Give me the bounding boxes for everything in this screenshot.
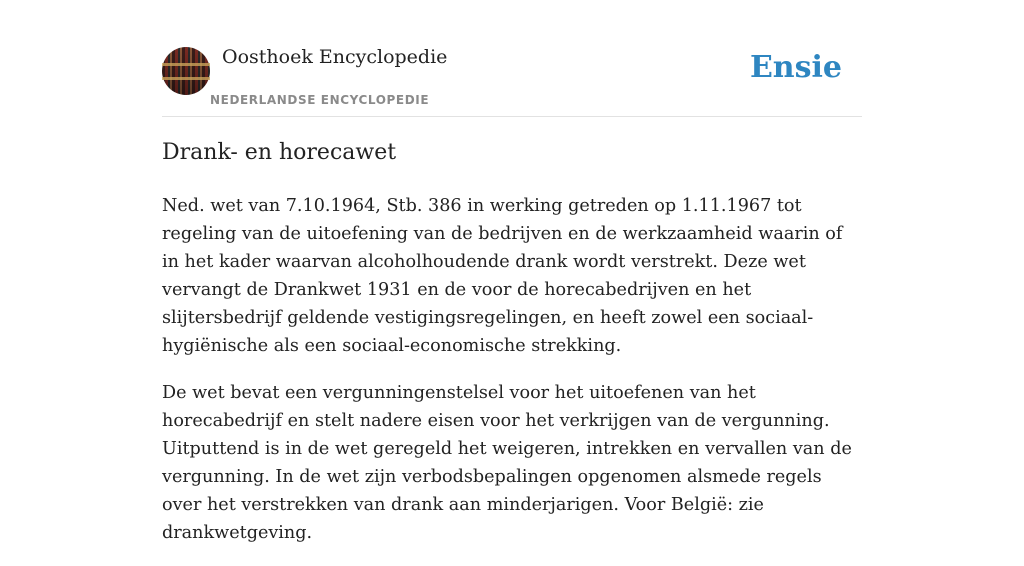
encyclopedia-books-avatar[interactable] [162, 47, 210, 95]
book-spine-band [162, 77, 210, 80]
site-title[interactable]: Oosthoek Encyclopedie [222, 46, 448, 68]
article-paragraph: De wet bevat een vergunningenstelsel voor het uitoefenen van het horecabedrijf en stelt nadere eisen voor het verkrijgen van de vergunning. Uitputtend is in de wet geregeld het weigeren, intrekken en vervallen van de vergunning. In de wet zijn verbodsbepalingen opgenomen alsmede regels over het verstrekken van drank aan minderjarigen. Voor België: zie drankwetgeving. [162, 383, 852, 543]
site-header [162, 0, 862, 117]
site-subtitle: NEDERLANDSE ENCYCLOPEDIE [210, 93, 430, 107]
ensie-logo-link[interactable]: Ensie [749, 50, 842, 85]
article-body [162, 192, 862, 566]
book-spine-band [162, 63, 210, 66]
article-paragraph: Ned. wet van 7.10.1964, Stb. 386 in werking getreden op 1.11.1967 tot regeling van de uitoefening van de bedrijven en de werkzaamheid waarin of in het kader waarvan alcoholhoudende drank wordt verstrekt. Deze wet vervangt de Drankwet 1931 en de voor de horecabedrijven en het slijtersbedrijf geldende vestigingsregelingen, en heeft zowel een sociaal-hygiënische als een sociaal-economische strekking. [162, 196, 843, 356]
article-title: Drank- en horecawet [162, 140, 397, 165]
